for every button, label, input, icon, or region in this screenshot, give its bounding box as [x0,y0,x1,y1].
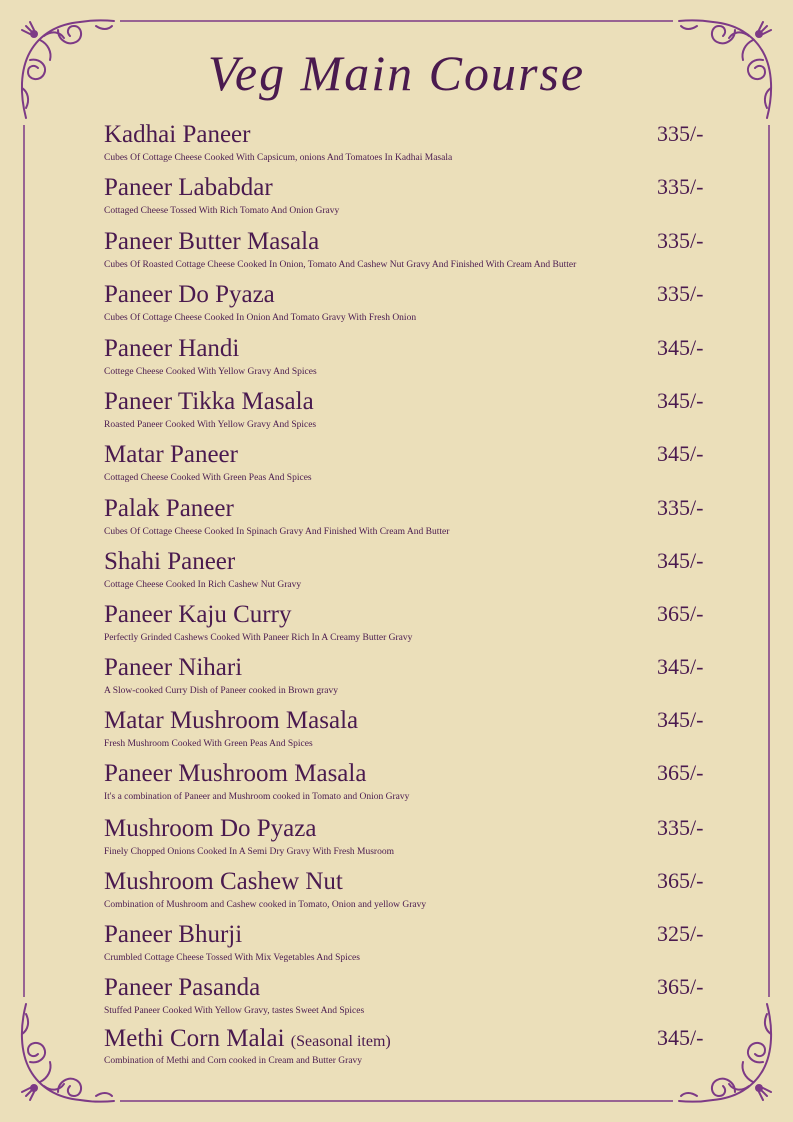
menu-item [104,601,724,653]
menu-item-description: Fresh Mushroom Cooked With Green Peas And Spices [104,739,313,749]
menu-item-description: Crumbled Cottage Cheese Tossed With Mix Vegetables And Spices [104,953,360,963]
menu-item-price: 365/- [657,868,704,893]
menu-item-description: Cottaged Cheese Cooked With Green Peas And Spices [104,473,312,483]
menu-item-name-text: Paneer Butter Masala [104,228,320,255]
menu-item-price: 345/- [657,707,704,732]
menu-item [104,707,724,759]
menu-item-name [104,548,235,576]
menu-item [104,441,724,493]
menu-item-description: Finely Chopped Onions Cooked In A Semi Dry Gravy With Fresh Musroom [104,847,394,857]
menu-item-description: It's a combination of Paneer and Mushroom cooked in Tomato and Onion Gravy [104,792,410,802]
menu-item-price: 335/- [657,174,704,199]
menu-item [104,121,724,173]
menu-item [104,921,724,973]
menu-item-description: Cubes Of Cottage Cheese Cooked In Spinach Gravy And Finished With Cream And Butter [104,527,450,537]
menu-item-name-text: Paneer Lababdar [104,174,273,201]
menu-item [104,174,724,226]
menu-item-name-text: Paneer Pasanda [104,974,261,1001]
menu-item-name [104,868,343,896]
menu-item-price: 345/- [657,388,704,413]
menu-item-name-text: Paneer Handi [104,335,240,362]
menu-item-name-text: Mushroom Cashew Nut [104,868,343,895]
menu-item-name [104,441,238,469]
menu-item-price: 345/- [657,335,704,360]
menu-item-description: Cubes Of Cottage Cheese Cooked With Capsicum, onions And Tomatoes In Kadhai Masala [104,153,453,163]
menu-item-name [104,601,291,629]
menu-item [104,815,724,867]
menu-item-note: (Seasonal item) [290,1033,391,1050]
menu-item-name-text: Paneer Nihari [104,654,243,681]
menu-item-name [104,281,275,309]
menu-item [104,548,724,600]
menu-item-description: Perfectly Grinded Cashews Cooked With Paneer Rich In A Creamy Butter Gravy [104,633,413,643]
menu-item-description: Cottaged Cheese Tossed With Rich Tomato And Onion Gravy [104,206,340,216]
menu-item-description: Cottege Cheese Cooked With Yellow Gravy And Spices [104,367,317,377]
menu-item-price: 345/- [657,548,704,573]
menu-item [104,868,724,920]
menu-item-price: 345/- [657,1025,704,1050]
menu-item [104,654,724,706]
menu-item-name [104,707,358,735]
menu-item [104,760,724,812]
menu-item [104,974,724,1026]
menu-item-name-text: Shahi Paneer [104,548,236,575]
menu-item-name-text: Paneer Kaju Curry [104,601,292,628]
menu-item [104,335,724,387]
menu-item-name [104,1025,391,1053]
menu-item-description: Combination of Methi and Corn cooked in Cream and Butter Gravy [104,1056,363,1066]
menu-item-price: 335/- [657,495,704,520]
menu-item-name [104,974,260,1002]
menu-item-description: Stuffed Paneer Cooked With Yellow Gravy, tastes Sweet And Spices [104,1006,365,1016]
menu-item-name [104,388,314,416]
menu-item-description: Cottage Cheese Cooked In Rich Cashew Nut Gravy [104,580,302,590]
page-title: Veg Main Course [207,45,586,101]
menu-item-price: 335/- [657,121,704,146]
menu-item-name-text: Kadhai Paneer [104,121,251,148]
menu-item-name [104,174,273,202]
menu-item-name [104,654,242,682]
menu-item-name [104,815,316,843]
menu-item-name-text: Matar Paneer [104,441,238,468]
menu-item-price: 365/- [657,601,704,626]
menu-item-name-text: Paneer Do Pyaza [104,281,275,308]
menu-item-name-text: Mushroom Do Pyaza [104,815,317,842]
menu-item-name-text: Paneer Bhurji [104,921,243,948]
menu-item-price: 365/- [657,974,704,999]
menu-item [104,1025,724,1077]
menu-item-name-text: Methi Corn Malai [104,1025,285,1052]
menu-item-price: 335/- [657,815,704,840]
menu-item-name-text: Palak Paneer [104,495,234,522]
menu-item-price: 335/- [657,281,704,306]
menu-item-name [104,121,250,149]
menu-item-price: 325/- [657,921,704,946]
menu-item-price: 335/- [657,228,704,253]
menu-item-name [104,228,319,256]
menu-item-price: 345/- [657,441,704,466]
menu-item-name [104,921,242,949]
menu-item-name [104,760,366,788]
menu-item-description: Cubes Of Roasted Cottage Cheese Cooked In Onion, Tomato And Cashew Nut Gravy And Finished With Cream And Butter [104,260,577,270]
menu-item-name-text: Paneer Tikka Masala [104,388,314,415]
menu-item [104,495,724,547]
menu-item [104,228,724,280]
menu-item-name [104,495,234,523]
menu-item [104,281,724,333]
menu-item-description: Cubes Of Cottage Cheese Cooked In Onion And Tomato Gravy With Fresh Onion [104,313,417,323]
menu-item-description: Combination of Mushroom and Cashew cooked in Tomato, Onion and yellow Gravy [104,900,427,910]
menu-item-name-text: Matar Mushroom Masala [104,707,359,734]
menu-item-name [104,335,239,363]
menu-item-price: 365/- [657,760,704,785]
menu-item-price: 345/- [657,654,704,679]
menu-item-name-text: Paneer Mushroom Masala [104,760,367,787]
menu-item-description: Roasted Paneer Cooked With Yellow Gravy And Spices [104,420,317,430]
menu-item-description: A Slow-cooked Curry Dish of Paneer cooked in Brown gravy [104,686,339,696]
menu-item [104,388,724,440]
